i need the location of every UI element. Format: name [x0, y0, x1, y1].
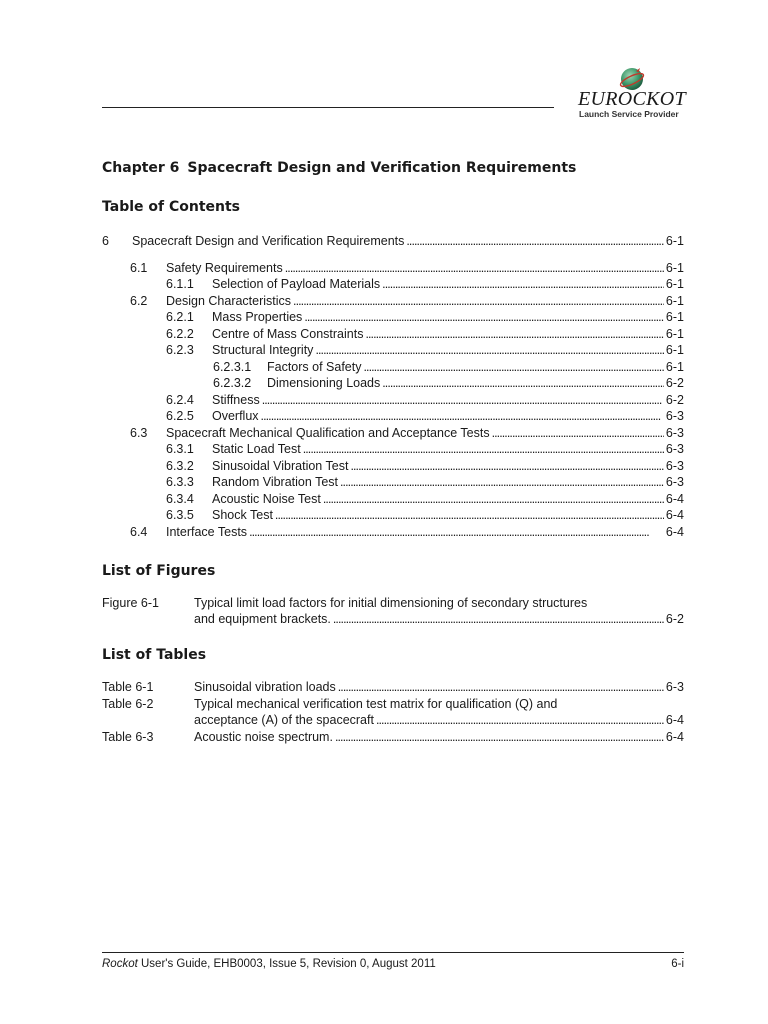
table-title-line2: acceptance (A) of the spacecraft — [194, 713, 374, 727]
toc-entry[interactable] — [130, 260, 684, 276]
table-title-line1: Typical mechanical verification test matrix for qualification (Q) and — [194, 697, 558, 711]
toc-entry-number: 6.2.2 — [166, 327, 194, 341]
dot-leader — [285, 260, 664, 276]
toc-entry-title: Random Vibration Test — [212, 475, 339, 489]
eurockot-logo — [578, 62, 698, 122]
dot-leader — [340, 474, 664, 490]
toc-entry-title: Structural Integrity — [212, 343, 314, 357]
logo-name: EUROCKOT — [578, 88, 686, 110]
toc-entry[interactable] — [130, 524, 684, 540]
toc-entry[interactable] — [166, 474, 684, 490]
footer-rule — [102, 952, 684, 953]
toc-entry-title: Static Load Test — [212, 442, 301, 456]
dot-leader — [492, 425, 664, 441]
toc-entry[interactable] — [166, 458, 684, 474]
figure-title-line2: and equipment brackets. — [194, 612, 331, 626]
toc-entry[interactable] — [166, 326, 684, 342]
toc-entry-title: Spacecraft Mechanical Qualification and Acceptance Tests — [166, 426, 490, 440]
toc-entry-page: 6-3 — [665, 426, 684, 440]
toc-entry-page: 6-1 — [665, 294, 684, 308]
toc-entry[interactable] — [166, 309, 684, 325]
chapter-title — [102, 161, 576, 175]
toc-entry-number: 6.2.3 — [166, 343, 194, 357]
toc-entry-number: 6.3 — [130, 426, 148, 440]
toc-entry-title: Dimensioning Loads — [267, 376, 381, 390]
figure-title-line1: Typical limit load factors for initial dimensioning of secondary structures — [194, 596, 588, 610]
toc-entry-title: Mass Properties — [212, 310, 303, 324]
toc-entry[interactable] — [166, 507, 684, 523]
dot-leader — [262, 392, 664, 408]
dot-leader — [350, 458, 663, 474]
table-entry[interactable] — [102, 679, 684, 695]
toc-entry-title: Safety Requirements — [166, 261, 283, 275]
toc-entry-title: Interface Tests — [166, 525, 248, 539]
figures-heading: List of Figures — [102, 563, 216, 579]
toc-entry-page: 6-4 — [665, 492, 684, 506]
toc-entry-page: 6-1 — [665, 277, 684, 291]
toc-entry-number: 6.3.4 — [166, 492, 194, 506]
header-rule — [102, 107, 554, 108]
toc-entry[interactable] — [166, 342, 684, 358]
table-title: Acoustic noise spectrum. — [194, 730, 333, 744]
table-label: Table 6-1 — [102, 680, 154, 694]
toc-entry-title: Shock Test — [212, 508, 273, 522]
dot-leader — [382, 276, 664, 292]
dot-leader — [261, 408, 664, 424]
dot-leader — [376, 712, 664, 728]
figure-page: 6-2 — [665, 612, 684, 626]
toc-entry-page: 6-3 — [665, 475, 684, 489]
chapter-name: Spacecraft Design and Verification Requirements — [187, 160, 577, 176]
table-title: Sinusoidal vibration loads — [194, 680, 336, 694]
toc-entry-number: 6.1 — [130, 261, 148, 275]
dot-leader — [365, 326, 663, 342]
dot-leader — [293, 293, 664, 309]
toc-entry-page: 6-4 — [665, 508, 684, 522]
toc-entry-number: 6.2.5 — [166, 409, 194, 423]
toc-heading: Table of Contents — [102, 199, 241, 215]
toc-entry-page: 6-3 — [665, 442, 684, 456]
toc-entry[interactable] — [130, 425, 684, 441]
dot-leader — [303, 441, 664, 457]
toc-entry[interactable] — [166, 392, 684, 408]
toc-entry-number: 6.2.3.2 — [213, 376, 252, 390]
toc-entry-number: 6.3.2 — [166, 459, 194, 473]
table-page: 6-4 — [665, 730, 684, 744]
toc-entry-page: 6-2 — [665, 376, 684, 390]
footer-page-number: 6-i — [671, 958, 684, 970]
toc-entry[interactable] — [102, 233, 684, 249]
dot-leader — [382, 375, 664, 391]
toc-entry[interactable] — [130, 293, 684, 309]
toc-entry-title: Spacecraft Design and Verification Requirements — [132, 234, 405, 248]
logo-tagline: Launch Service Provider — [579, 109, 679, 119]
toc-entry[interactable] — [166, 491, 684, 507]
toc-entry-page: 6-4 — [665, 525, 684, 539]
toc-entry-number: 6.2.4 — [166, 393, 194, 407]
chapter-number: Chapter 6 — [102, 160, 180, 176]
toc-entry-page: 6-1 — [665, 343, 684, 357]
dot-leader — [335, 729, 664, 745]
toc-entry-number: 6.3.3 — [166, 475, 194, 489]
toc-entry-number: 6.1.1 — [166, 277, 194, 291]
dot-leader — [249, 524, 664, 540]
table-page: 6-3 — [665, 680, 684, 694]
toc-entry-title: Centre of Mass Constraints — [212, 327, 364, 341]
footer-doc-info — [102, 958, 436, 970]
toc-entry-page: 6-1 — [665, 360, 684, 374]
toc-entry-number: 6.2.1 — [166, 310, 194, 324]
toc-entry-page: 6-1 — [665, 234, 684, 248]
toc-entry[interactable] — [166, 276, 684, 292]
toc-entry-page: 6-3 — [665, 409, 684, 423]
dot-leader — [315, 342, 663, 358]
toc-entry-title: Sinusoidal Vibration Test — [212, 459, 349, 473]
toc-entry-title: Factors of Safety — [267, 360, 362, 374]
table-entry[interactable] — [102, 729, 684, 745]
toc-entry-number: 6.2 — [130, 294, 148, 308]
toc-entry-number: 6.4 — [130, 525, 148, 539]
figure-entry[interactable] — [102, 595, 684, 629]
figure-label: Figure 6-1 — [102, 596, 159, 610]
dot-leader — [304, 309, 664, 325]
toc-entry-number: 6 — [102, 234, 109, 248]
toc-entry-page: 6-2 — [665, 393, 684, 407]
toc-entry-title: Acoustic Noise Test — [212, 492, 321, 506]
toc-entry-number: 6.3.5 — [166, 508, 194, 522]
toc-entry-title: Design Characteristics — [166, 294, 292, 308]
toc-entry-title: Selection of Payload Materials — [212, 277, 381, 291]
dot-leader — [406, 233, 664, 249]
toc-entry[interactable] — [166, 441, 684, 457]
toc-entry[interactable] — [213, 375, 684, 391]
table-entry[interactable] — [102, 696, 684, 730]
tables-heading: List of Tables — [102, 647, 207, 663]
toc-entry[interactable] — [213, 359, 684, 375]
table-label: Table 6-2 — [102, 697, 154, 711]
table-page: 6-4 — [665, 713, 684, 727]
toc-entry-number: 6.3.1 — [166, 442, 194, 456]
table-label: Table 6-3 — [102, 730, 154, 744]
toc-entry-page: 6-3 — [665, 459, 684, 473]
toc-entry[interactable] — [166, 408, 684, 424]
dot-leader — [323, 491, 664, 507]
toc-entry-page: 6-1 — [665, 310, 684, 324]
footer-doc-name: Rockot — [102, 958, 138, 970]
toc-entry-number: 6.2.3.1 — [213, 360, 252, 374]
toc-entry-page: 6-1 — [665, 261, 684, 275]
toc-entry-title: Stiffness — [212, 393, 260, 407]
dot-leader — [363, 359, 663, 375]
dot-leader — [338, 679, 664, 695]
footer-doc-details: User's Guide, EHB0003, Issue 5, Revision 0, August 2011 — [137, 958, 436, 970]
dot-leader — [333, 611, 664, 627]
dot-leader — [275, 507, 664, 523]
toc-entry-page: 6-1 — [665, 327, 684, 341]
toc-entry-title: Overflux — [212, 409, 259, 423]
